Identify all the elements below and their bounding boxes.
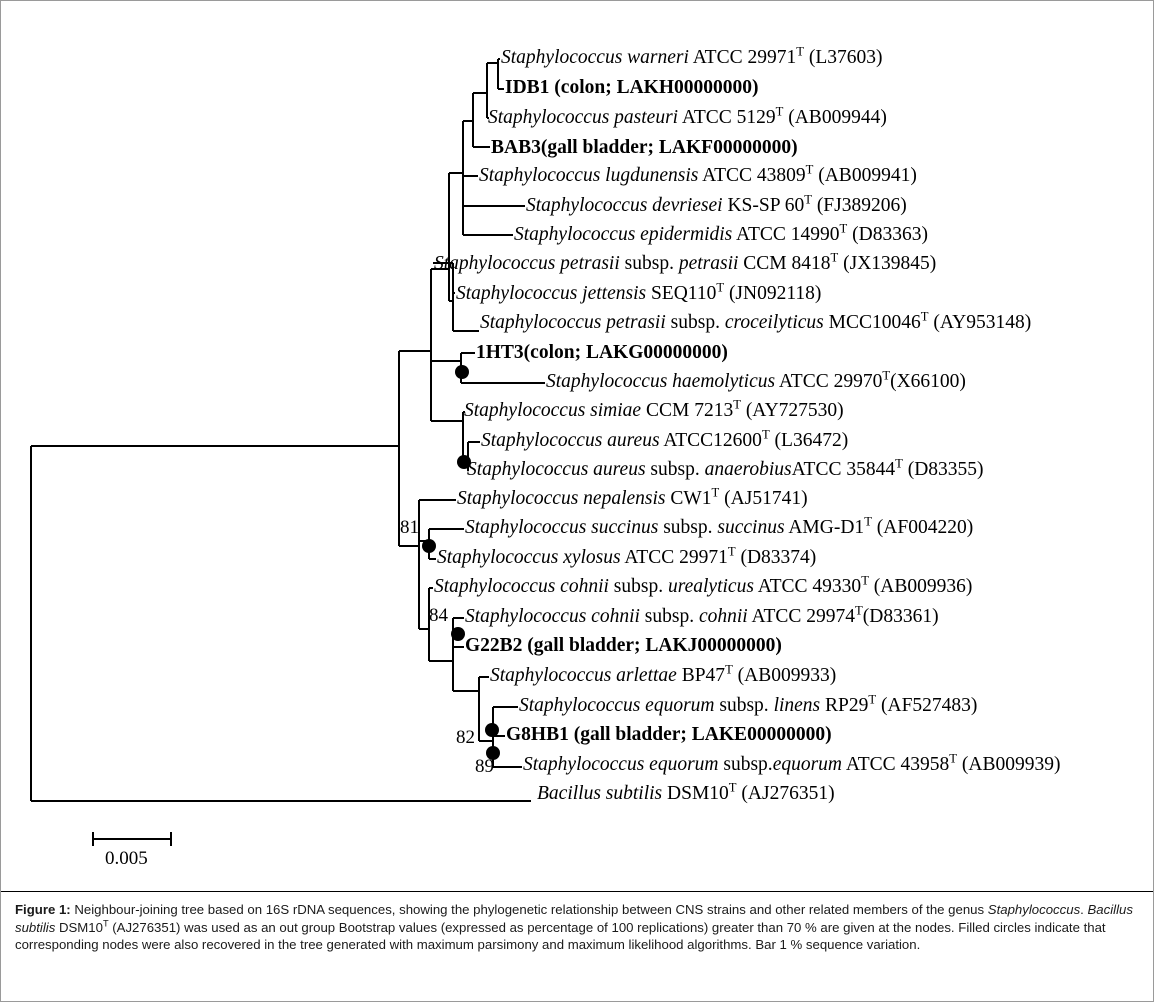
bootstrap-value: 84	[429, 605, 448, 626]
caption-type-superscript: T	[102, 918, 109, 929]
taxon-label: Staphylococcus devriesei KS-SP $60^T$ (FJ389206)	[526, 192, 907, 216]
taxon-label: Staphylococcus lugdunensis ATCC $43809^T$ (AB009941)	[479, 162, 917, 186]
bootstrap-value: 81	[400, 517, 419, 538]
taxon-label: Staphylococcus jettensis $SEQ110^T$ (JN092118)	[456, 280, 822, 304]
taxon-label: IDB1 (colon; LAKH00000000)	[505, 77, 759, 98]
taxon-label: Staphylococcus warneri ATCC $29971^T$ (L37603)	[501, 44, 883, 68]
caption-text-1: Neighbour-joining tree based on 16S rDNA sequences, showing the phylogenetic relationship between CNS strains and other related members of the genus	[74, 902, 985, 917]
taxon-label: Staphylococcus epidermidis ATCC $14990^T$ (D83363)	[514, 221, 928, 245]
taxon-label: Staphylococcus petrasii subsp. croceilyticus $MCC10046^T$ (AY953148)	[480, 309, 1032, 333]
taxon-label: G8HB1 (gall bladder; LAKE00000000)	[506, 724, 832, 745]
caption-divider	[1, 891, 1153, 892]
taxon-label: G22B2 (gall bladder; LAKJ00000000)	[465, 635, 782, 656]
caption-species-italic: Bacillus subtilis	[15, 902, 1133, 935]
taxon-label: Bacillus subtilis $DSM10^T$ (AJ276351)	[537, 780, 835, 804]
caption-genus-italic: Staphylococcus	[987, 902, 1081, 917]
taxon-label: Staphylococcus equorum subsp. linens $RP29^T$ (AF527483)	[519, 692, 978, 716]
taxon-label: BAB3(gall bladder; LAKF00000000)	[491, 137, 798, 158]
bootstrap-value: 82	[456, 727, 475, 748]
taxon-label: Staphylococcus succinus subsp. succinus AMG-$D1^T$ (AF004220)	[465, 514, 974, 538]
caption-text-3: DSM10	[55, 919, 103, 935]
taxon-label: Staphylococcus equorum subsp.equorum ATCC $43958^T$ (AB009939)	[523, 751, 1061, 775]
taxon-label: Staphylococcus xylosus ATCC $29971^T$ (D83374)	[437, 544, 817, 568]
taxon-label: 1HT3(colon; LAKG00000000)	[476, 342, 728, 363]
phylogenetic-tree	[1, 1, 1153, 896]
caption-text-4: (AJ276351) was used as an out group Bootstrap values (expressed as percentage of 100 replications) greater than 70 % are given at the nodes. Filled circles indicate that corresponding nodes were also recovered in the tree generated with maximum parsimony and maximum likelihood algorithms. Bar 1 % sequence variation.	[15, 919, 1106, 953]
figure-label: Figure 1:	[15, 902, 71, 917]
taxon-label: Staphylococcus simiae CCM $7213^T$ (AY727530)	[464, 397, 844, 421]
caption-text-2: .	[1080, 902, 1088, 917]
taxon-label: Staphylococcus cohnii subsp. urealyticus ATCC $49330^T$ (AB009936)	[434, 573, 973, 597]
taxon-label: Staphylococcus cohnii subsp. cohnii ATCC $29974^T(D83361)$	[465, 603, 939, 627]
bootstrap-value: 89	[475, 756, 494, 777]
taxon-label: Staphylococcus aureus subsp. anaerobiusATCC $35844^T$ (D83355)	[467, 456, 984, 480]
taxon-label: Staphylococcus nepalensis $CW1^T$ (AJ51741)	[457, 485, 808, 509]
taxon-label: Staphylococcus arlettae $BP47^T$ (AB009933)	[490, 662, 837, 686]
scale-bar-label: 0.005	[105, 848, 148, 869]
taxon-label: Staphylococcus aureus $ATCC12600^T$ (L36472)	[481, 427, 849, 451]
taxon-label: Staphylococcus petrasii subsp. petrasii CCM $8418^T$ (JX139845)	[434, 250, 937, 274]
taxon-label: Staphylococcus haemolyticus ATCC $29970^T(X66100)$	[546, 368, 966, 392]
figure-caption	[15, 901, 1141, 954]
taxon-label: Staphylococcus pasteuri ATCC $5129^T$ (AB009944)	[488, 104, 887, 128]
